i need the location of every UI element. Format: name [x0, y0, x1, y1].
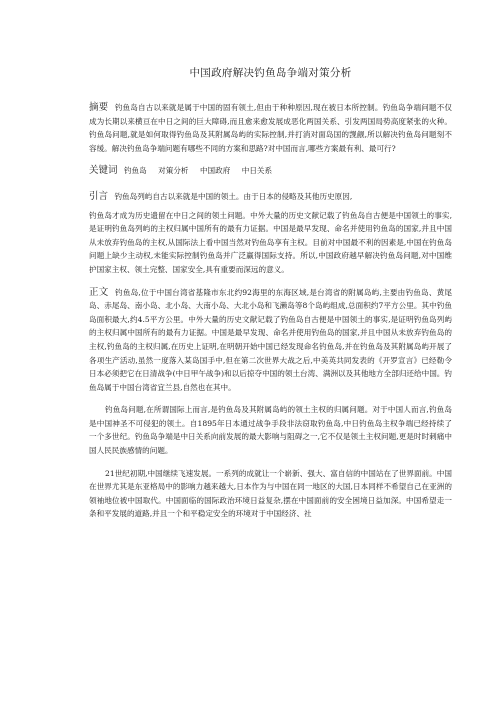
abstract-label: 摘要	[89, 102, 109, 113]
body-paragraph-1	[89, 286, 452, 395]
keywords-line	[89, 164, 452, 178]
intro-paragraph-2: 钓鱼岛才成为历史遗留在中日之间的领土问题。中外大量的历史文献记载了钓鱼岛自古便是中国领土的事实,是证明钓鱼岛列屿的主权归属中国所有的最有力证据。中国是最早发现、命名并使用钓鱼岛的国家,并且中国从未放弃钓鱼岛的主权,从国际法上看中国当然对钓鱼岛享有主权。目前对中国最不利的因素是,中国在钓鱼岛问题上缺少主动权,未能实际控制钓鱼岛并广泛赢得国际支持。所以,中国政府越早解决钓鱼岛问题,对中国维护国家主权、领土完整、国家安全,具有重要而深远的意义。	[89, 210, 452, 274]
keyword-item: 中日关系	[241, 166, 273, 176]
keyword-item: 对策分析	[158, 166, 189, 176]
abstract-paragraph	[89, 101, 452, 155]
intro-text-1: 钓鱼岛列屿自古以来就是中国的领土。由于日本的侵略及其他历史原因,	[114, 191, 353, 201]
intro-label: 引言	[89, 190, 109, 202]
intro-paragraph	[89, 190, 452, 204]
body-paragraph-2: 钓鱼岛问题,在所谓国际上而言,是钓鱼岛及其附属岛屿的领土主权的归属问题。对于中国人而言,钓鱼岛是中国神圣不可侵犯的领土。自1895年日本通过战争手段非法窃取钓鱼岛,中日钓鱼岛主权争端已经持续了一个多世纪。钓鱼岛争端是中日关系向前发展的最大影响与阻碍之一,它不仅是领土主权问题,更是时时刺痛中国人民民族感情的问题。	[89, 405, 452, 456]
body-paragraph-3: 21世纪初期,中国继续飞速发展。一系列的成就让一个崭新、强大、富自信的中国站在了世界面前。中国在世界尤其是东亚格局中的影响力越来越大,日本作为与中国在同一地区的大国,日本同样不希望自己在亚洲的领袖地位被中国取代。中国面临的国际政治环境日益复杂,摆在中国面前的安全困境日益加深。中国希望走一条和平发展的道路,并且一个和平稳定安全的环境对于中国经济、社	[89, 468, 452, 519]
keywords-label: 关键词	[89, 165, 118, 177]
keyword-item: 钓鱼岛	[123, 166, 147, 176]
keyword-item: 中国政府	[199, 166, 231, 176]
document-title: 中国政府解决钓鱼岛争端对策分析	[189, 67, 352, 79]
body-text-1: 钓鱼岛,位于中国台湾省基隆市东北约92海里的东海区域,是台湾省的附属岛屿,主要由钓鱼岛、黄尾岛、赤尾岛、南小岛、北小岛、大南小岛、大北小岛和飞濑岛等8个岛屿组成,总面积约7平方公里。其中钓鱼岛面积最大,约4.5平方公里。中外大量的历史文献记载了钓鱼岛自古便是中国领土的事实,是证明钓鱼岛列屿的主权归属中国所有的最有力证据。中国是最早发现、命名并使用钓鱼岛的国家,并且中国从未放弃钓鱼岛的主权,钓鱼岛的主权归属,在历史上证明,在明朝开始中国已经发现命名钓鱼岛,并在钓鱼岛及其附属岛屿开展了各项生产活动,虽然一度落入某岛国手中,但在第二次世界大战之后,中美英共同发表的《开罗宣言》已经勒令日本必须把它在日清战争(中日甲午战争)和以后掠夺中国的领土台湾、满洲以及其他地方全部归还给中国。钓鱼岛属于中国台湾省宜兰县,自然也在其中。	[89, 287, 452, 392]
body-label: 正文	[89, 286, 109, 298]
abstract-text: 钓鱼岛自古以来就是属于中国的固有领土,但由于种种原因,现在被日本所控制。钓鱼岛争端问题不仅成为长期以来横亘在中日之间的巨大障碍,而且愈来愈发展成恶化两国关系、引发两国局势高度紧张的火种。钓鱼岛问题,就是如何取得钓鱼岛及其附属岛屿的实际控制,并打消对面岛国的觊觎,所以解决钓鱼岛问题刻不容缓。解决钓鱼岛争端问题有哪些不同的方案和思路?对中国而言,哪些方案最有利、最可行?	[89, 103, 452, 153]
